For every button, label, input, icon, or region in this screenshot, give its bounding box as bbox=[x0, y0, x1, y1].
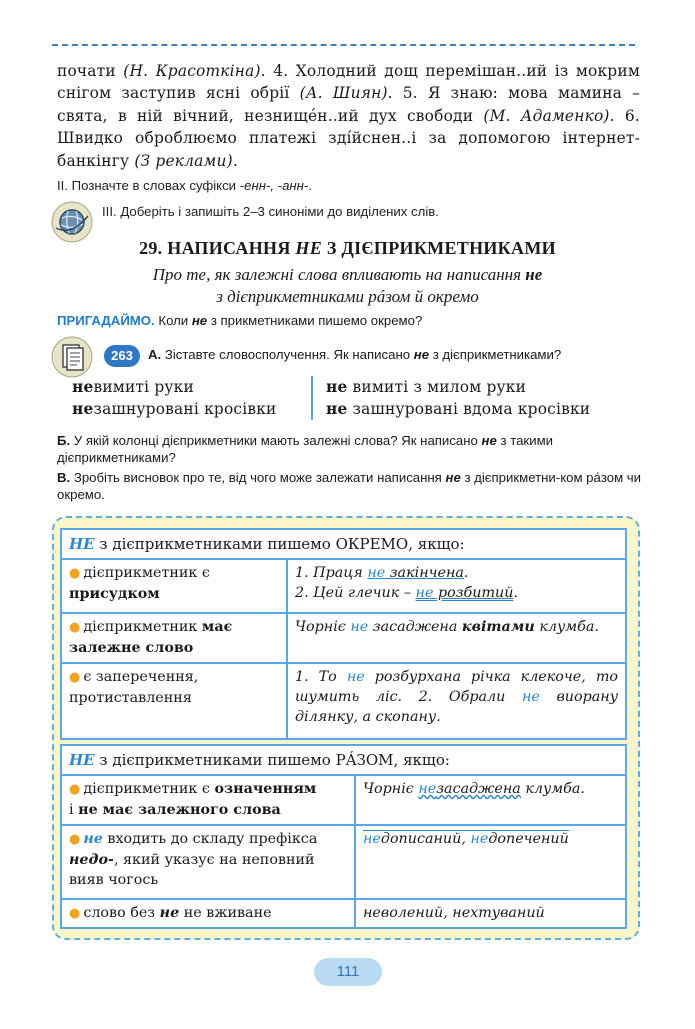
condition-cell: ● дієприкметник є означенням і не має залежного слова bbox=[61, 775, 355, 825]
phrase-item: невимиті руки bbox=[72, 378, 194, 396]
example-cell: недописаний, недопечений bbox=[355, 825, 626, 899]
notebook-icon bbox=[50, 335, 94, 379]
example-cell: неволений, нехтуваний bbox=[355, 899, 626, 928]
phrase-item: незашнуровані кросівки bbox=[72, 400, 277, 418]
exercise-question-b: Б. У якій колонці дієприкметники мають залежні слова? Як написано не з такими дієприкметниками? bbox=[57, 433, 553, 465]
example-cell: Чорніє незасаджена клумба. bbox=[355, 775, 626, 825]
exercise-question-v: В. Зробіть висновок про те, від чого може залежати написання не з дієприкметни-ком рáзом чи окремо. bbox=[57, 470, 642, 502]
table-header: НЕ з дієприкметниками пишемо ОКРЕМО, якщо: bbox=[61, 529, 626, 559]
exercise-number: 263 bbox=[104, 345, 140, 367]
rule-table-together bbox=[60, 744, 627, 929]
exercise-text: почати (Н. Красоткіна). 4. Холодний дощ перемішан..ий із мокрим снігом заступив ясні обрії (А. Шиян). 5. Я знаю: мова мамина – свята, в ній вічний, незнищéн..ий дух свободи (М. Адаменко). 6. Швидко оброблюємо платежі здíйснен..і за допомогою інтернет-банкінгу (З реклами). bbox=[57, 62, 641, 170]
condition-cell: ● слово без не не вживане bbox=[61, 899, 355, 928]
example-cell: 1. То не розбурхана річка клекоче, то шумить ліс. 2. Обрали не виорану ділянку, а скопану. bbox=[287, 663, 626, 739]
right-column bbox=[326, 376, 590, 420]
phrase-item: не вимиті з милом руки bbox=[326, 378, 527, 396]
table-header: НЕ з дієприкметниками пишемо РÁЗОМ, якщо: bbox=[61, 745, 626, 775]
left-column bbox=[72, 376, 277, 420]
top-dashed-rule bbox=[52, 44, 635, 46]
example-cell: Чорніє не засаджена квітами клумба. bbox=[287, 613, 626, 663]
example-cell: 1. Праця не закінчена. 2. Цей глечик – не розбитий. bbox=[287, 559, 626, 613]
task-3: III. Доберіть і запишіть 2–3 синоніми до виділених слів. bbox=[102, 204, 439, 219]
recall-prompt: ПРИГАДАЙМО. Коли не з прикметниками пишемо окремо? bbox=[57, 313, 423, 328]
column-divider bbox=[311, 376, 313, 420]
section-subtitle-line1: Про те, як залежні слова впливають на написання не bbox=[152, 265, 543, 284]
condition-cell: ● дієприкметник є присудком bbox=[61, 559, 287, 613]
section-subtitle-line2: з дієприкметниками рáзом й окремо bbox=[216, 287, 479, 306]
page-number: 111 bbox=[314, 958, 382, 986]
section-title: 29. НАПИСАННЯ НЕ З ДІЄПРИКМЕТНИКАМИ bbox=[139, 238, 556, 258]
condition-cell: ● не входить до складу префікса недо-, який указує на неповний вияв чогось bbox=[61, 825, 355, 899]
exercise-question-a: А. Зіставте словосполучення. Як написано не з дієприкметниками? bbox=[148, 347, 562, 362]
rule-table-separate bbox=[60, 528, 627, 740]
condition-cell: ● є заперечення, протиставлення bbox=[61, 663, 287, 739]
task-2: II. Позначте в словах суфікси -енн-, -анн-. bbox=[57, 178, 312, 193]
condition-cell: ● дієприкметник має залежне слово bbox=[61, 613, 287, 663]
phrase-item: не зашнуровані вдома кросівки bbox=[326, 400, 591, 418]
